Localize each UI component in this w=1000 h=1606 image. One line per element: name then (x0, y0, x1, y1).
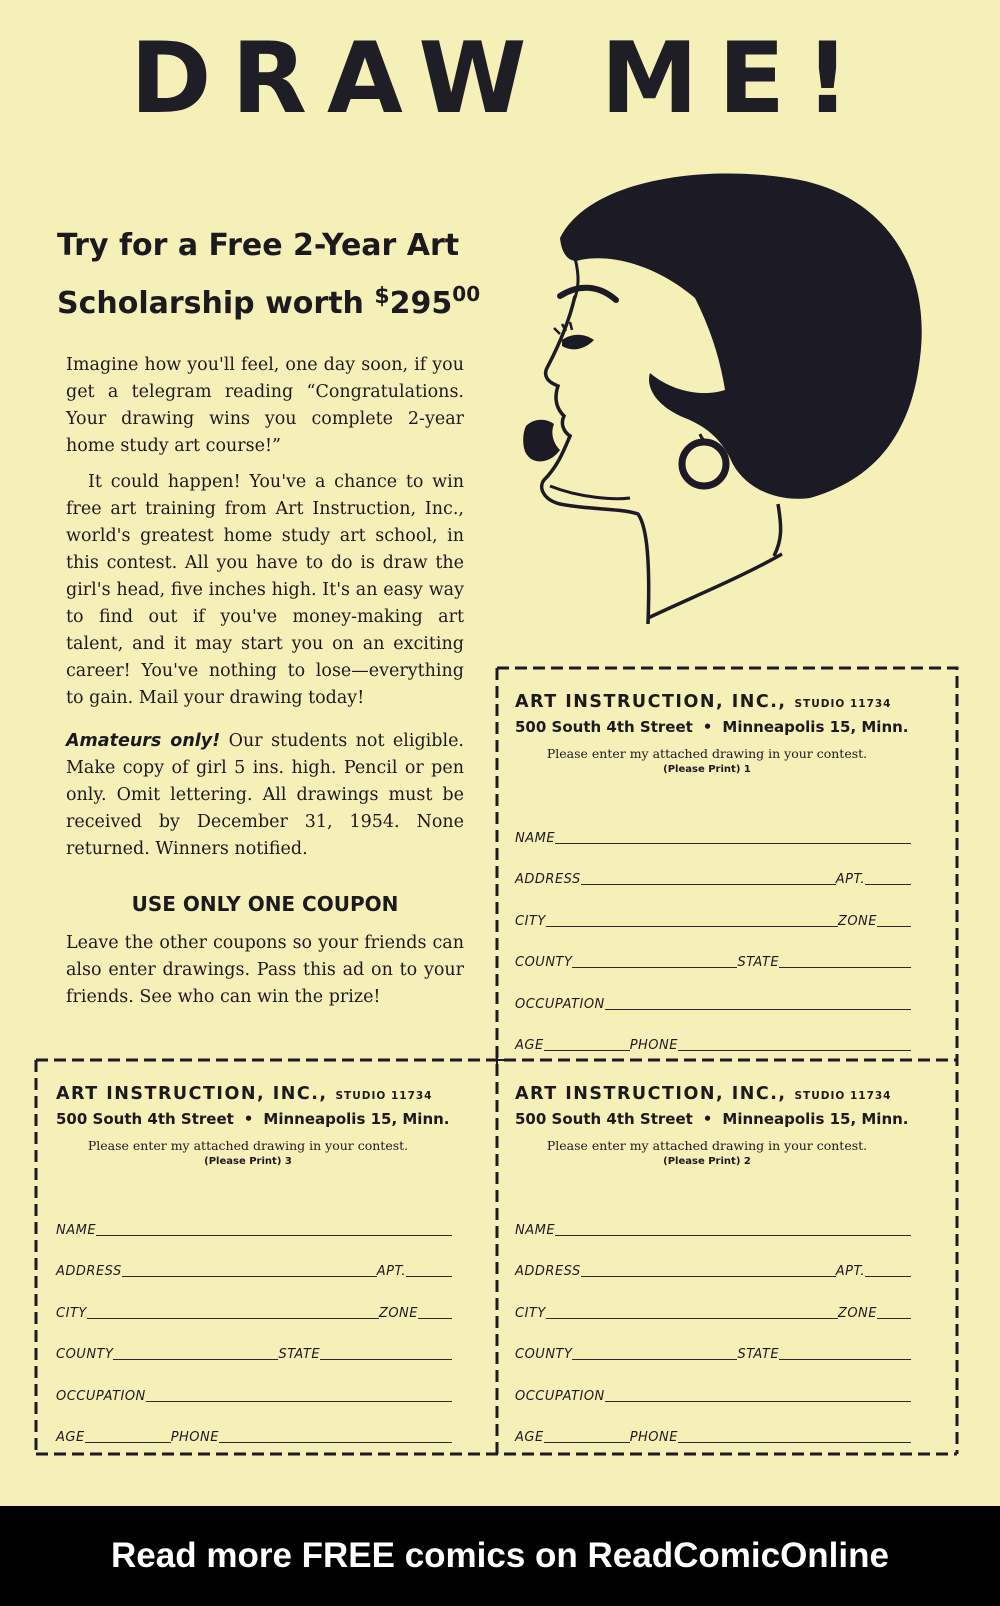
street: 500 South 4th Street (515, 718, 693, 736)
address-label: ADDRESS (515, 872, 581, 887)
phone-label: PHONE (629, 1430, 678, 1445)
zone-label: ZONE (837, 1305, 877, 1321)
separator-dot: • (243, 1110, 254, 1128)
subheadline-prefix: Scholarship worth (57, 286, 375, 321)
address-label: ADDRESS (515, 1264, 581, 1279)
name-label: NAME (515, 830, 556, 846)
zone-label: ZONE (378, 1305, 418, 1321)
separator-dot: • (702, 718, 713, 736)
county-label: COUNTY (515, 1347, 573, 1362)
age-label: AGE (515, 1430, 544, 1445)
phone-label: PHONE (629, 1038, 678, 1053)
scholarship-cents: 00 (452, 282, 481, 306)
state-label: STATE (737, 1347, 780, 1362)
headline: DRAW ME! (130, 22, 870, 136)
footer-banner[interactable]: Read more FREE comics on ReadComicOnline (0, 1506, 1000, 1606)
county-label: COUNTY (515, 955, 573, 970)
zone-label: ZONE (837, 913, 877, 929)
city-line: Minneapolis 15, Minn. (722, 718, 909, 736)
studio-number: STUDIO 11734 (335, 1090, 433, 1102)
coupon-number: 1 (743, 764, 751, 775)
please-print: (Please Print) (663, 764, 741, 775)
city-label: CITY (515, 913, 546, 929)
separator-dot: • (702, 1110, 713, 1128)
rules-text: Our students not eligible. Make copy of girl 5 ins. high. Pencil or pen only. Omit lettering. All drawings must be received by December 31, 1954. None returned. Winners notified. (66, 731, 464, 859)
please-print: (Please Print) (663, 1156, 741, 1167)
apt-label: APT. (835, 1264, 865, 1279)
apt-label: APT. (376, 1264, 406, 1279)
please-print: (Please Print) (204, 1156, 282, 1167)
address-label: ADDRESS (56, 1264, 122, 1279)
occupation-label: OCCUPATION (515, 1388, 605, 1404)
coupon-instruction: Please enter my attached drawing in your contest. (546, 1138, 868, 1153)
street: 500 South 4th Street (56, 1110, 234, 1128)
occupation-label: OCCUPATION (515, 996, 605, 1012)
name-label: NAME (515, 1222, 556, 1238)
coupon-note-title: USE ONLY ONE COUPON (131, 892, 399, 916)
age-label: AGE (56, 1430, 85, 1445)
company-name: ART INSTRUCTION, INC., (56, 1084, 328, 1104)
city-line: Minneapolis 15, Minn. (263, 1110, 450, 1128)
name-label: NAME (56, 1222, 97, 1238)
state-label: STATE (737, 955, 780, 970)
phone-label: PHONE (170, 1430, 219, 1445)
street: 500 South 4th Street (515, 1110, 693, 1128)
subheadline-line-1: Try for a Free 2-Year Art (57, 228, 460, 263)
studio-number: STUDIO 11734 (794, 1090, 892, 1102)
age-label: AGE (515, 1038, 544, 1053)
company-name: ART INSTRUCTION, INC., (515, 1084, 787, 1104)
city-label: CITY (515, 1305, 546, 1321)
occupation-label: OCCUPATION (56, 1388, 146, 1404)
studio-number: STUDIO 11734 (794, 698, 892, 710)
county-label: COUNTY (56, 1347, 114, 1362)
company-name: ART INSTRUCTION, INC., (515, 692, 787, 712)
rules-lead: Amateurs only! (66, 731, 221, 751)
apt-label: APT. (835, 872, 865, 887)
scholarship-amount: 295 (389, 286, 453, 321)
coupon-instruction: Please enter my attached drawing in your contest. (546, 746, 868, 761)
intro-paragraph: Imagine how you'll feel, one day soon, if you get a telegram reading “Congratulations. Your drawing wins you complete 2-year home study art course!” (66, 355, 464, 456)
contest-paragraph: It could happen! You've a chance to win free art training from Art Instruction, Inc., world's greatest home study art school, in this contest. All you have to do is draw the girl's head, five inches high. It's an easy way to find out if you've money-making art talent, and it may start you on an exciting career! You've nothing to lose—everything to gain. Mail your drawing today! (66, 472, 464, 708)
coupon-number: 2 (743, 1156, 751, 1167)
state-label: STATE (278, 1347, 321, 1362)
city-line: Minneapolis 15, Minn. (722, 1110, 909, 1128)
coupon-number: 3 (284, 1156, 292, 1167)
coupon-note-paragraph: Leave the other coupons so your friends can also enter drawings. Pass this ad on to your friends. See who can win the prize! (66, 933, 464, 1007)
coupon-instruction: Please enter my attached drawing in your contest. (87, 1138, 409, 1153)
currency-symbol: $ (374, 284, 390, 309)
city-label: CITY (56, 1305, 87, 1321)
